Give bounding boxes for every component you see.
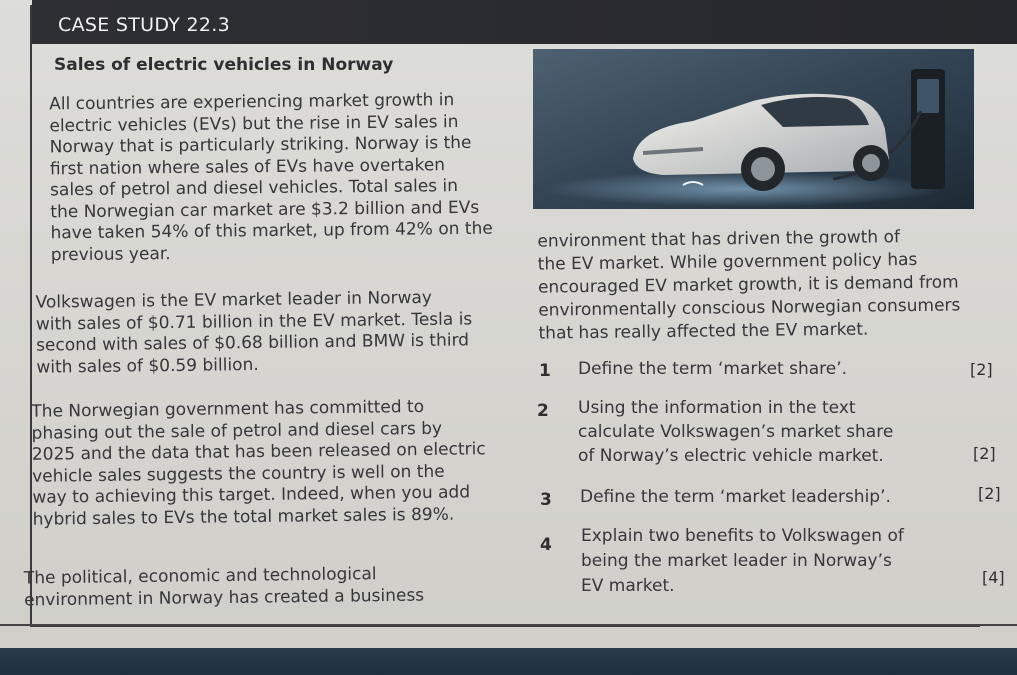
question-marks: [2] <box>970 360 993 379</box>
text-line: electric vehicles (EVs) but the rise in EV sales in <box>49 111 459 136</box>
text-line: 2025 and the data that has been released on electric <box>31 439 486 465</box>
case-study-title: Sales of electric vehicles in Norway <box>54 55 394 75</box>
text-line: sales of petrol and diesel vehicles. Total sales in <box>50 176 459 201</box>
question-marks: [2] <box>978 484 1001 503</box>
text-line: that has really affected the EV market. <box>538 319 869 344</box>
text-line: the EV market. While government policy has <box>537 249 918 275</box>
text-line: phasing out the sale of petrol and diesel cars by <box>31 418 443 444</box>
question-text: of Norway’s electric vehicle market. <box>578 446 884 466</box>
paragraph-market-leaders <box>35 287 472 378</box>
text-line: The political, economic and technological <box>23 564 377 589</box>
question-number: 4 <box>540 535 552 555</box>
bottom-band <box>0 648 1017 675</box>
text-line: previous year. <box>50 243 171 265</box>
question-marks: [2] <box>973 444 996 463</box>
bottom-rule <box>0 624 1017 626</box>
text-line: The Norwegian government has committed to <box>31 396 425 422</box>
electric-car-illustration <box>533 49 974 209</box>
question-text: calculate Volkswagen’s market share <box>578 422 894 442</box>
question-text: Using the information in the text <box>578 398 856 418</box>
text-line: the Norwegian car market are $3.2 billion and EVs <box>50 197 480 222</box>
question-number: 3 <box>540 490 552 510</box>
text-line: first nation where sales of EVs have overtaken <box>49 154 446 179</box>
text-line: with sales of $0.59 billion. <box>36 354 259 378</box>
text-line: vehicle sales suggests the country is well on the <box>32 461 445 487</box>
question-number: 2 <box>537 401 549 421</box>
text-line: encouraged EV market growth, it is demand from <box>537 272 959 298</box>
question-text: Explain two benefits to Volkswagen of <box>581 526 904 546</box>
text-line: second with sales of $0.68 billion and BMW is third <box>36 330 470 356</box>
text-line: Volkswagen is the EV market leader in Norway <box>35 287 433 313</box>
paragraph-intro <box>49 90 493 267</box>
question-number: 1 <box>539 361 551 381</box>
paragraph-government <box>31 396 486 531</box>
question-text: Define the term ‘market share’. <box>578 359 848 379</box>
question-text: EV market. <box>581 576 675 596</box>
text-line: have taken 54% of this market, up from 42% on the <box>50 218 493 244</box>
text-line: environment in Norway has created a business <box>24 585 425 610</box>
text-line: environmentally conscious Norwegian consumers <box>538 295 961 321</box>
case-study-label: CASE STUDY 22.3 <box>58 14 230 36</box>
question-text: Define the term ‘market leadership’. <box>580 487 891 507</box>
question-marks: [4] <box>982 568 1005 587</box>
text-line: environment that has driven the growth of <box>537 227 901 252</box>
electric-car-photo <box>533 49 974 209</box>
question-text: being the market leader in Norway’s <box>581 551 892 571</box>
text-line: All countries are experiencing market growth in <box>49 90 455 115</box>
paragraph-environment <box>24 564 424 612</box>
paragraph-environment-continued <box>537 225 960 345</box>
text-line: way to achieving this target. Indeed, when you add <box>32 482 471 508</box>
text-line: with sales of $0.71 billion in the EV market. Tesla is <box>35 308 473 335</box>
text-line: hybrid sales to EVs the total market sales is 89%. <box>32 504 455 530</box>
text-line: Norway that is particularly striking. Norway is the <box>49 132 472 158</box>
